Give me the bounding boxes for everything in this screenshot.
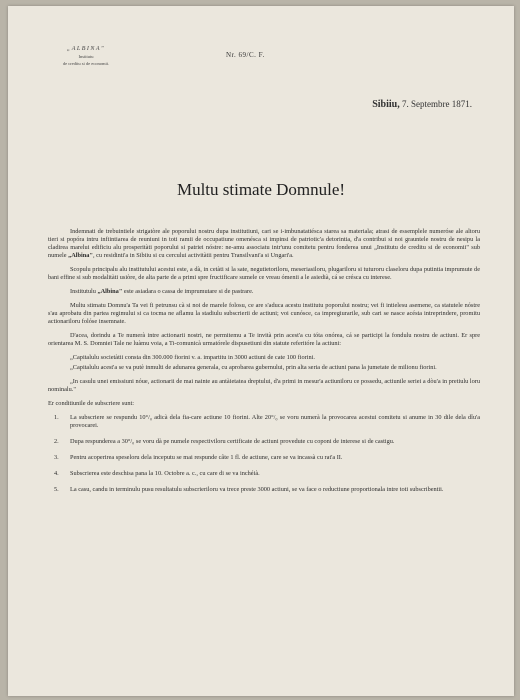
reference-number: Nr. 69/C. F. (226, 51, 265, 59)
condition-number: 5. (54, 486, 59, 493)
paragraphs (48, 228, 480, 394)
condition-text: Dupa respunderea a 30°/₀ se voru dà pe numele respectiviloru certificate de actiuni provedute cu coponi de interese si de castigu. (70, 438, 395, 445)
org-line-2: de creditu si de economii. (62, 61, 110, 66)
condition-item (48, 414, 480, 430)
emphasis-text: „Albina" (97, 288, 123, 295)
org-name: „ALBINA" (66, 46, 106, 52)
condition-number: 1. (54, 414, 59, 421)
paragraph-text: , cu residinti'a in Sibiiu si cu cercului activitàtii pentru Transilvani'a si Ungari'a. (92, 252, 294, 259)
paragraph-text: Multu stimatu Domnu'a Ta vei fi petrunsu cà si noi de marele folosu, ce are s'aduca acestu institutu poporului nostru; vei fi intielesu asemene, ca statutele nóstre s'au aprobatu din partea regimului si ca tocma ne aflamu la stadiulu subscrierii de actiuni; voi cunósce, ca impregiurarile, sub cari se nasce acésta intreprindere, promitu actionariloru folóse insemnate. (48, 302, 480, 325)
condition-text: La subscriere se respundu 10°/₀ adicà dela fia-care actiune 10 fiorini. Alte 20°/₀ se voru numerà la provocarea acestui comitetu si anume in 30 dile dela dîu'a provocarei. (70, 414, 480, 429)
paragraph (48, 364, 480, 372)
letter-title: Multu stimate Domnule! (176, 180, 346, 199)
paragraph-text: „In casulu unei emissiuni nóue, actionarii de mai nainte au antàietatea dreptului, d'a primi in mesur'a actiuniloru ce possedu, actiunile seriei a dòu'a in pretiulu loru nominalu." (48, 378, 480, 393)
condition-number: 3. (54, 454, 59, 461)
paragraph-text: Indemnati de trebuintiele strigatòre ale poporului nostru dupa institutiuni, cari se i-imbunatatiésca starea sa materiala; atrasi de essemplele numeróse ale altoru tieri si popóra intru infiintiarea de reuniuni in toti ramii de occupatiune omenésca si impinsi de patriotic'a detorintia, d'a contribui si noi grauntele nostru de nesipu la cladirea marelui edificiu alu prosperitàti poporului si patriei nóstre: ne-amu associatu intr'unu comitetu pentru fonderea unui „Institutu de creditu si de economii" sub numele (48, 228, 480, 259)
conditions-intro: Er conditiunile de subscriere sunt: (48, 400, 135, 407)
condition-text: Subscrierea este deschisa pana la 10. Octobre a. c., cu care di se va inchéià. (70, 470, 260, 477)
city: Sibiiu, (372, 99, 400, 110)
conditions-list (48, 414, 480, 494)
letter-sheet (8, 6, 514, 696)
paragraph (48, 378, 480, 394)
condition-item (48, 454, 480, 462)
paragraph-text: „Capitalulu societàtii consta din 300.000 fiorini v. a. impartitu in 3000 actiuni de cate 100 fiorini. (70, 354, 315, 361)
condition-number: 4. (54, 470, 59, 477)
org-line-1: Institutu (78, 54, 94, 59)
paragraph-text: este asiadara o cassa de imprumutare si de pastrare. (122, 288, 254, 295)
letterhead (36, 46, 136, 67)
letter-body (48, 228, 480, 502)
paragraph-text: D'acea, dorindu a Te numerà intre actionarii nostri, ne permitemu a Te invità prin acest'a cu tóta onórea, cá se participi la fondulu nostru de actiuni. Er spre orientarea M. S. Domniei Tale ne luàmu voia, a Ti-comunicà urmatórele dispusetiuni din statute referitóre la actiuni: (48, 332, 480, 347)
condition-item (48, 486, 480, 494)
paragraph (48, 332, 480, 348)
paragraph-text: „Capitalulu acest'a se va putè inmulti de adunarea generala, cu aprobarea gubernului, prin alta seria de actiuni pana la jumetate de milionu fiorini. (70, 364, 437, 371)
condition-text: Pentru acoperirea speseloru dela inceputu se mai respunde câte 1 fl. de actiune, care se va incassà cu rat'a II. (70, 454, 343, 461)
condition-text: La casu, candu in terminulu pusu resultatulu subscrieriloru va trece preste 3000 actiuni, se va face o reductiune proportionala intre toti subscribentii. (70, 486, 444, 493)
condition-item (48, 470, 480, 478)
condition-item (48, 438, 480, 446)
paragraph (48, 302, 480, 326)
paragraph (48, 354, 480, 362)
paragraph-text: Institutulu (70, 288, 98, 295)
paragraph (48, 266, 480, 282)
date: 7. Septembre 1871. (402, 99, 472, 109)
place-date (372, 99, 472, 110)
paragraph (48, 228, 480, 260)
emphasis-text: „Albina" (68, 252, 93, 259)
paragraph-text: Scopulu principalu alu institutului acestui este, a dà, in cetàti si la sate, negutietoriloru, meseriasiloru, plugariloru si tuturoru claseloru dupa putintia imprumute de bani effine si sub modalitàti usiòre, de alta parte de a primi spre fructificare sumele ce vreau ómenii a le asiedià, cá se crésca cu interese. (48, 266, 480, 281)
paragraph (48, 288, 480, 296)
condition-number: 2. (54, 438, 59, 445)
